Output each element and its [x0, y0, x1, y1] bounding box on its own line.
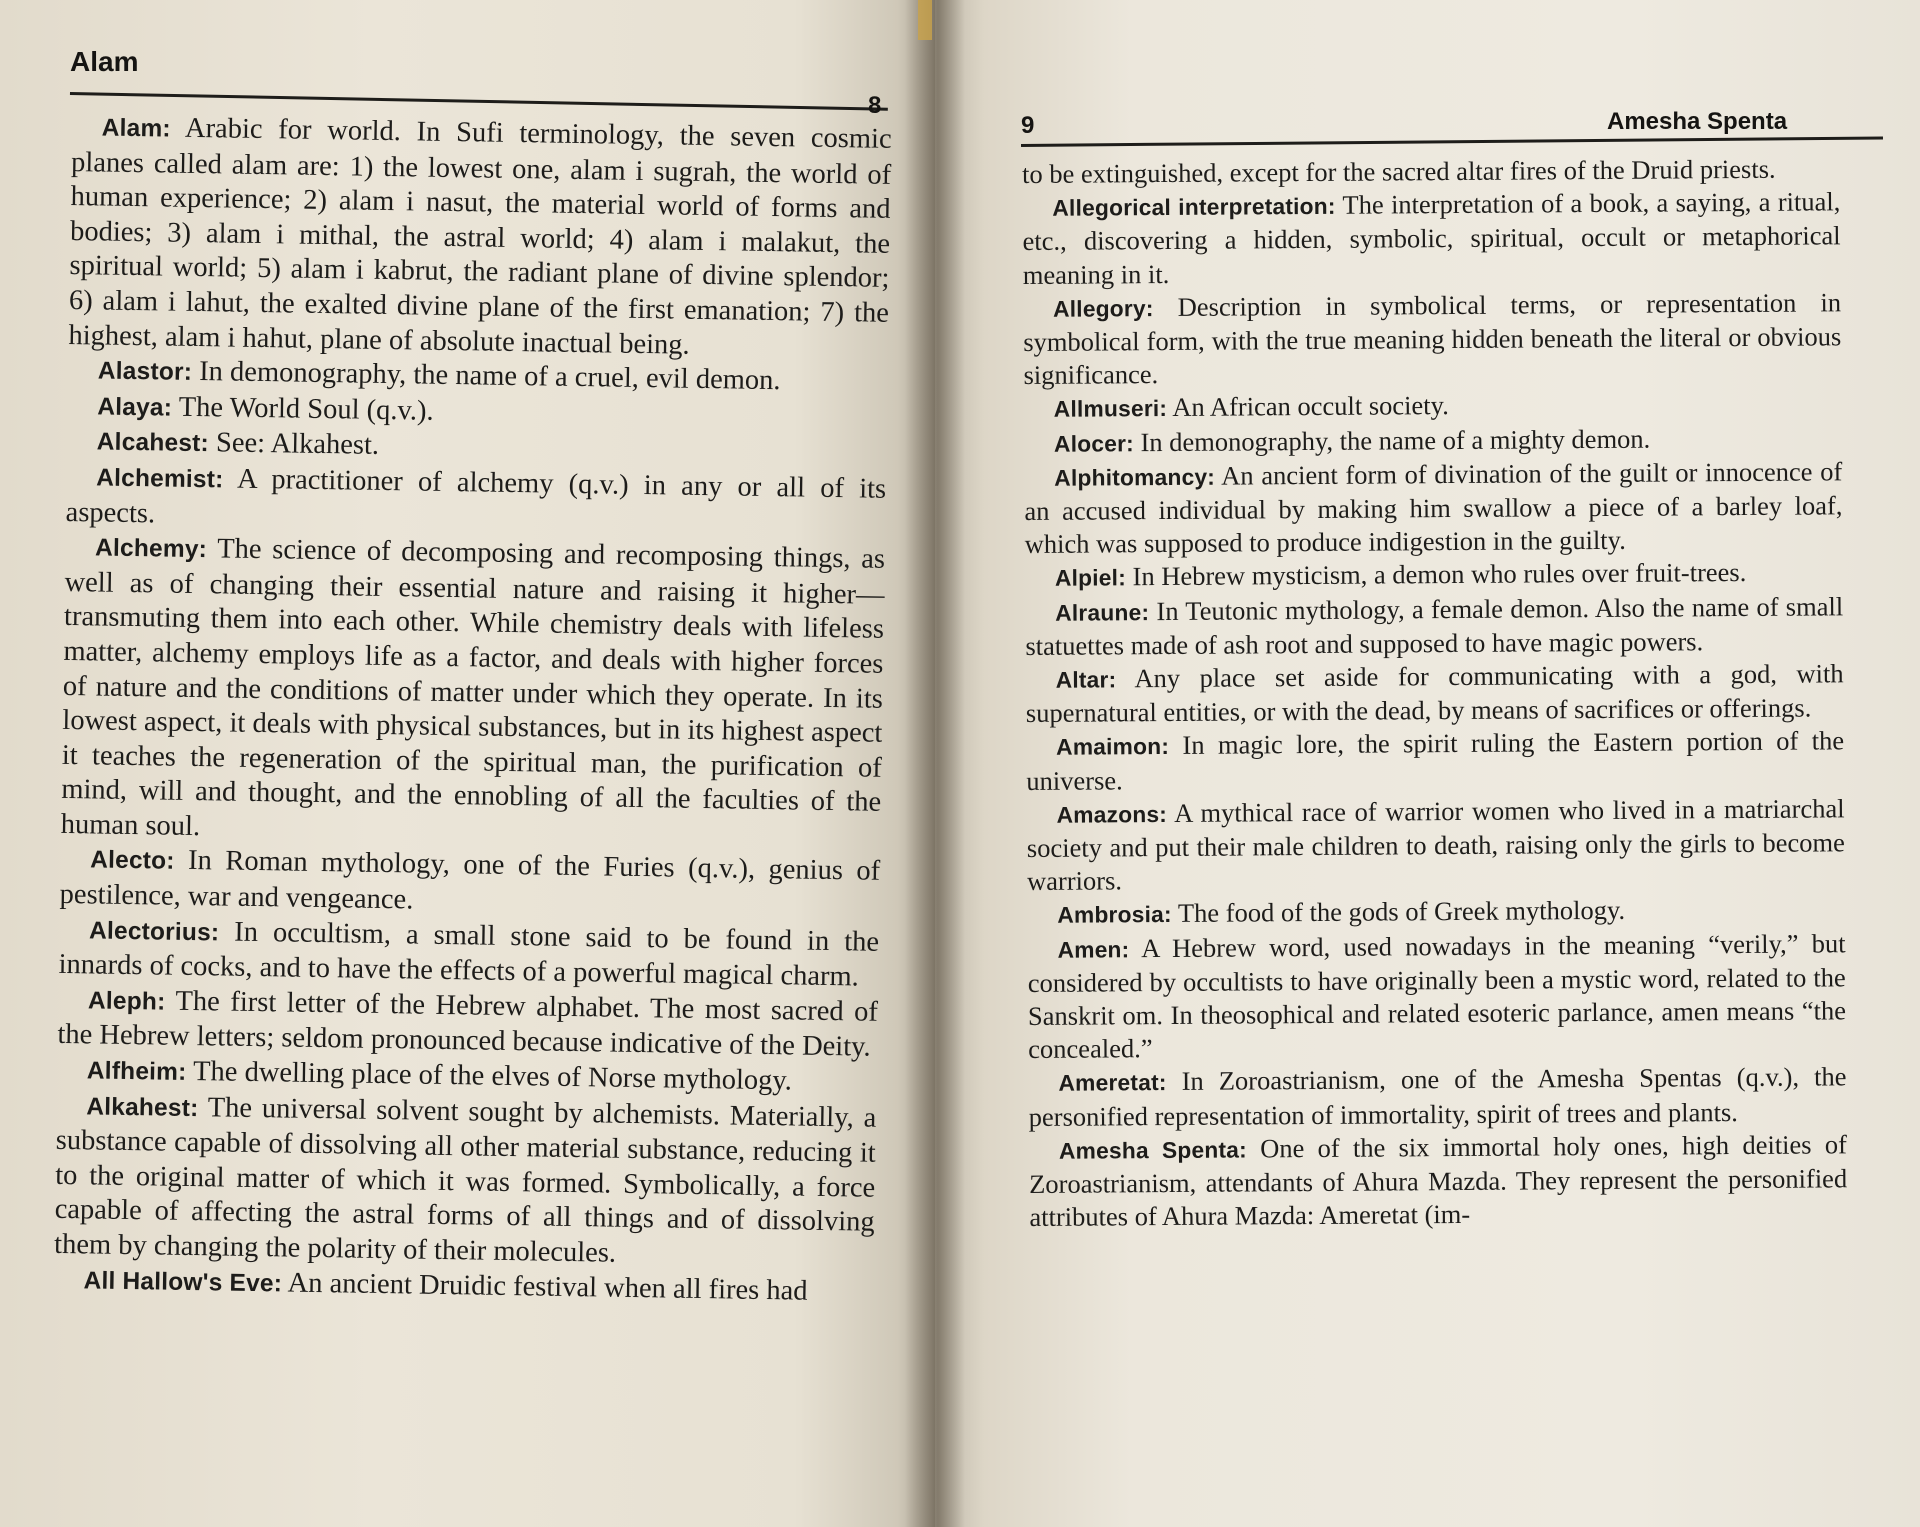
- entry-definition: The interpretation of a book, a saying, a ritual, etc., discovering a hidden, symbolic, spiritual, occult or metaphorical meaning in it.: [1022, 186, 1841, 290]
- dictionary-entry: [68, 110, 892, 366]
- book-gutter: [905, 0, 965, 1527]
- dictionary-entry: [1026, 725, 1844, 798]
- entry-term: All Hallow's Eve:: [83, 1266, 283, 1298]
- running-head-left: Alam: [70, 46, 139, 77]
- dictionary-entry: [54, 1089, 877, 1276]
- dictionary-entry: [1024, 455, 1843, 561]
- entry-definition: An ancient Druidic festival when all fires had: [287, 1267, 808, 1307]
- left-text-column: [53, 110, 892, 1311]
- left-page: [0, 0, 935, 1527]
- dictionary-entry: [1026, 792, 1845, 898]
- spine-edge: [918, 0, 932, 40]
- dictionary-entry: [1023, 286, 1842, 392]
- entry-term: Amen:: [1057, 935, 1130, 963]
- dictionary-entry: [1026, 657, 1844, 730]
- page-number-right: 9: [1021, 112, 1035, 139]
- entry-definition: In demonography, the name of a mighty demon.: [1140, 423, 1651, 457]
- entry-term: Alocer:: [1053, 429, 1134, 457]
- entry-definition: In magic lore, the spirit ruling the Eastern portion of the universe.: [1026, 725, 1845, 796]
- dictionary-entry: [1029, 1128, 1848, 1234]
- dictionary-entry: [1027, 927, 1846, 1067]
- entry-term: Amaimon:: [1056, 733, 1170, 761]
- dictionary-entry: [1027, 893, 1845, 933]
- entry-term: Ambrosia:: [1057, 901, 1172, 929]
- entry-definition: A Hebrew word, used nowadays in the meaning “verily,” but considered by occultists to have originally been a mystic word, related to the Sanskrit om. In theosophical and related esoteric parlance, amen means “the concealed.”: [1027, 927, 1847, 1065]
- entry-term: Alpiel:: [1054, 564, 1127, 592]
- dictionary-entry: [1024, 421, 1842, 461]
- entry-definition: A mythical race of warrior women who lived in a matriarchal society and put their male children to death, raising only the girls to become warriors.: [1026, 793, 1845, 897]
- page-number-left: 8: [868, 92, 882, 119]
- dictionary-entry: [1025, 556, 1843, 596]
- dictionary-entry: [59, 842, 880, 925]
- entry-term: Ameretat:: [1058, 1069, 1167, 1097]
- running-head-right: Amesha Spenta: [1607, 108, 1788, 135]
- entry-definition: The food of the gods of Greek mythology.: [1177, 895, 1626, 929]
- dictionary-entry: [1022, 185, 1841, 291]
- entry-term: Alastor:: [97, 357, 193, 387]
- header-rule-right: [1021, 136, 1883, 147]
- dictionary-entry: [58, 913, 879, 996]
- dictionary-entry: [60, 530, 885, 855]
- entry-definition: Any place set aside for communicating with a god, with supernatural entities, or with the dead, by means of sacrifices or offerings.: [1025, 658, 1844, 729]
- entry-definition: A practitioner of alchemy (q.v.) in any or all of its aspects.: [65, 463, 887, 529]
- header-rule-left: [70, 92, 888, 111]
- entry-term: Allegorical interpretation:: [1052, 193, 1336, 221]
- dictionary-entry: [65, 460, 886, 543]
- entry-term: Amesha Spenta:: [1058, 1136, 1247, 1164]
- entry-definition: An ancient form of divination of the guilt or innocence of an accused individual by making him swallow a piece of a barley loaf, which was supposed to produce indigestion in the guilty.: [1024, 456, 1843, 560]
- dictionary-entry: [1025, 590, 1843, 663]
- dictionary-entry: [57, 983, 878, 1066]
- entry-term: Alecto:: [90, 846, 175, 876]
- entry-term: Amazons:: [1056, 800, 1168, 828]
- right-text-column: [1022, 152, 1847, 1234]
- entry-term: Altar:: [1055, 666, 1117, 693]
- entry-definition: In demonography, the name of a cruel, evil demon.: [198, 356, 781, 397]
- entry-definition: One of the six immortal holy ones, high deities of Zoroastrianism, attendants of Ahura Mazda. They represent the personified attributes of Ahura Mazda: Ameretat (im-: [1029, 1129, 1848, 1233]
- entry-definition: The World Soul (q.v.).: [178, 391, 434, 427]
- entry-definition: In Zoroastrianism, one of the Amesha Spentas (q.v.), the personified representation of immortality, spirit of trees and plants.: [1028, 1061, 1847, 1132]
- entry-definition: Arabic for world. In Sufi terminology, the seven cosmic planes called alam are: 1) the lowest one, alam i sugrah, the world of human experience; 2) alam i nasut, the material world of forms and bodies; 3) alam i mithal, the astral world; 4) alam i malakut, the spiritual world; 5) alam i kabrut, the radiant plane of divine splendor; 6) alam i lahut, the exalted divine plane of the first emanation; 7) the highest, alam i hahut, plane of absolute inactual being.: [68, 112, 892, 361]
- entry-term: Alkahest:: [86, 1092, 199, 1122]
- entry-definition: In Teutonic mythology, a female demon. Also the name of small statuettes made of ash root and supposed to have magic powers.: [1025, 590, 1844, 661]
- entry-term: Alcahest:: [96, 428, 210, 458]
- dictionary-entry: [1024, 387, 1842, 427]
- entry-definition: The universal solvent sought by alchemists. Materially, a substance capable of dissolving all other material substance, reducing it to the original matter of which it was formed. Symbolically, a force capable of affecting the astral forms of all things and of dissolving them by changing the polarity of their molecules.: [53, 1091, 877, 1269]
- entry-definition: In occultism, a small stone said to be found in the innards of cocks, and to have the effects of a powerful magical charm.: [58, 916, 880, 993]
- entry-term: Alchemist:: [96, 464, 224, 494]
- entry-term: Allmuseri:: [1053, 395, 1168, 423]
- entry-term: Alphitomancy:: [1054, 463, 1216, 491]
- entry-term: Aleph:: [87, 987, 166, 1016]
- entry-definition: In Roman mythology, one of the Furies (q.v.), genius of pestilence, war and vengeance.: [59, 845, 881, 916]
- entry-term: Alfheim:: [86, 1057, 187, 1086]
- entry-term: Alam:: [101, 114, 172, 143]
- entry-term: Alectorius:: [88, 917, 220, 947]
- entry-term: Alaya:: [97, 393, 173, 422]
- entry-definition: An African occult society.: [1172, 390, 1449, 423]
- entry-definition: The dwelling place of the elves of Norse mythology.: [192, 1056, 793, 1097]
- entry-definition: The science of decomposing and recomposing things, as well as of changing their essential nature and raising it higher—transmuting them into each other. While chemistry deals with lifeless matter, alchemy employs life as a factor, and deals with higher forces of nature and the conditions of matter under which they operate. In its lowest aspect, it deals with physical substances, but in its highest aspect it teaches the regeneration of the spiritual man, the purification of mind, will and thought, and the ennobling of all the faculties of the human soul.: [60, 533, 886, 842]
- entry-term: Alraune:: [1055, 598, 1150, 626]
- entry-definition: The first letter of the Hebrew alphabet. The most sacred of the Hebrew letters; seldom pronounced because indicative of the Deity.: [57, 985, 879, 1064]
- entry-definition: Description in symbolical terms, or representation in symbolical form, with the true meaning hidden beneath the literal or obvious significance.: [1023, 287, 1842, 391]
- dictionary-entry: [1028, 1061, 1846, 1134]
- entry-definition: In Hebrew mysticism, a demon who rules over fruit-trees.: [1132, 557, 1747, 592]
- entry-term: Allegory:: [1052, 294, 1154, 322]
- entry-definition: See: Alkahest.: [215, 427, 380, 462]
- continued-text: to be extinguished, except for the sacred altar fires of the Druid priests.: [1022, 153, 1776, 189]
- entry-term: Alchemy:: [94, 534, 208, 564]
